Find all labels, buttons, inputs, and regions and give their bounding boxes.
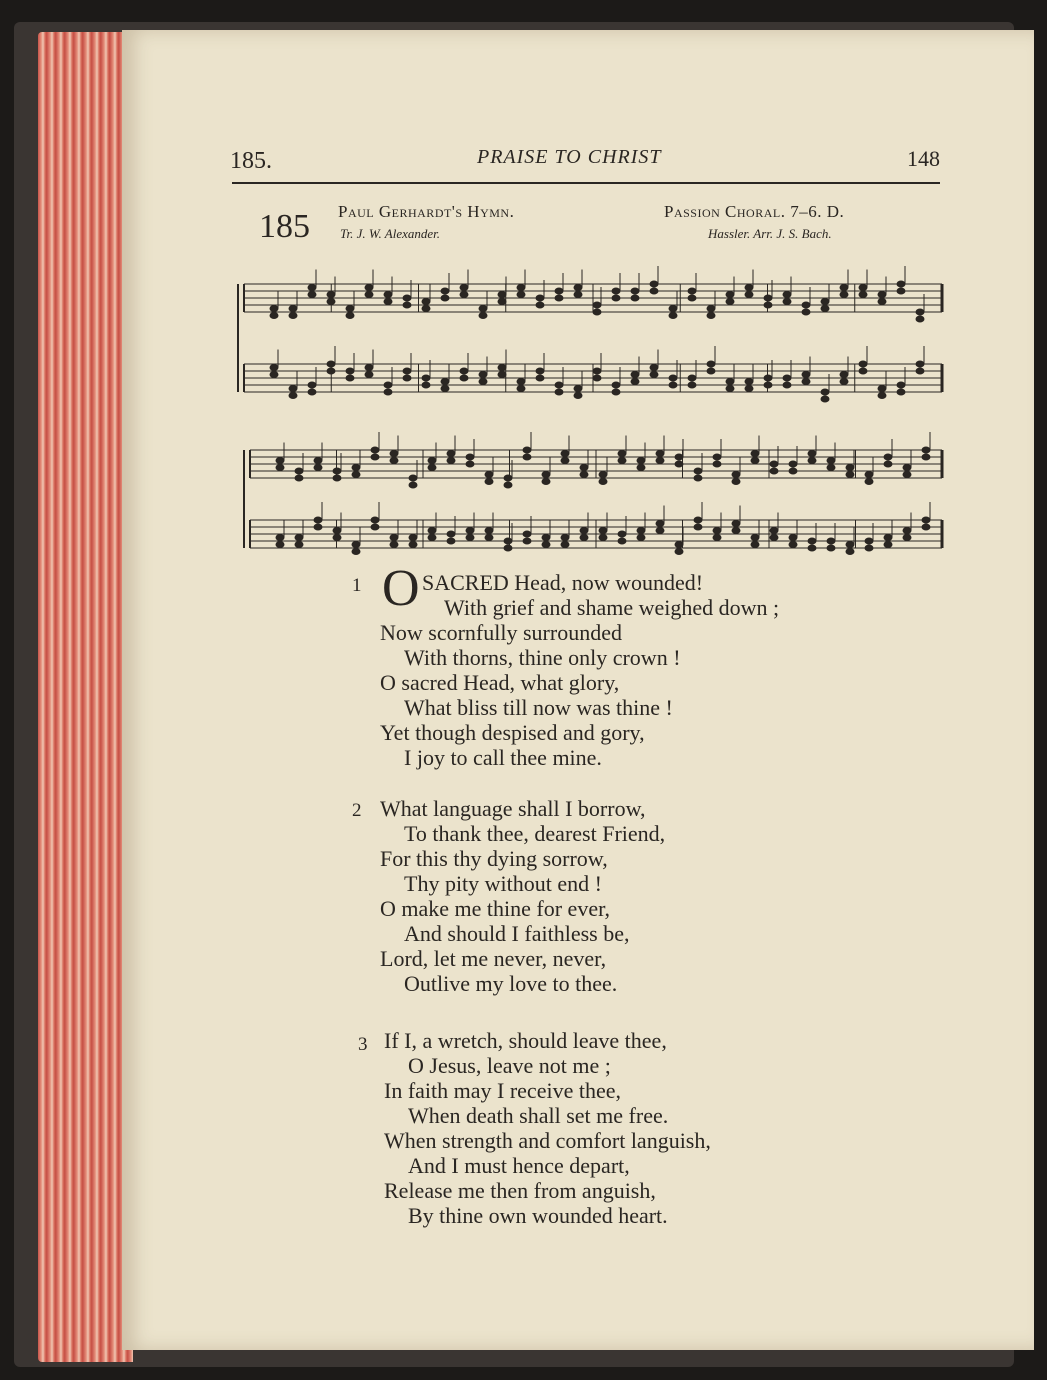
verse-line: When strength and comfort languish, xyxy=(384,1128,711,1153)
composer-credit: Hassler. Arr. J. S. Bach. xyxy=(708,226,832,241)
verse-line: O Jesus, leave not me ; xyxy=(408,1053,611,1078)
verse-line: SACRED Head, now wounded! xyxy=(422,570,704,595)
verse-line: What language shall I borrow, xyxy=(380,796,646,821)
section-number: 185. xyxy=(230,148,272,174)
verse-line: Yet though despised and gory, xyxy=(380,720,645,745)
verse-line: What bliss till now was thine ! xyxy=(404,695,673,720)
verse-line: Now scornfully surrounded xyxy=(380,620,622,645)
book-page xyxy=(122,30,1034,1350)
verse-line: Release me then from anguish, xyxy=(384,1178,656,1203)
hymn-name: Paul Gerhardt's Hymn. xyxy=(338,202,515,221)
verse-line: Lord, let me never, never, xyxy=(380,946,607,971)
verse-line: Outlive my love to thee. xyxy=(404,971,618,996)
verse-line: I joy to call thee mine. xyxy=(404,745,602,770)
verse-line: If I, a wretch, should leave thee, xyxy=(384,1028,667,1053)
verse-line: O make me thine for ever, xyxy=(380,896,611,921)
verse-number: 1 xyxy=(352,575,362,596)
hymn-number: 185 xyxy=(259,208,310,245)
verse-line: To thank thee, dearest Friend, xyxy=(404,821,666,846)
verse-line: And I must hence depart, xyxy=(408,1153,630,1178)
verse-line: And should I faithless be, xyxy=(404,921,630,946)
verse-line: By thine own wounded heart. xyxy=(408,1203,668,1228)
verse-line: In faith may I receive thee, xyxy=(384,1078,621,1103)
header-rule xyxy=(232,182,940,184)
verse-line: With thorns, thine only crown ! xyxy=(404,645,681,670)
verse-number: 2 xyxy=(352,800,362,821)
verse-line: With grief and shame weighed down ; xyxy=(444,595,780,620)
verse-line: For this thy dying sorrow, xyxy=(380,846,608,871)
tune-name: Passion Choral. 7–6. D. xyxy=(664,202,845,221)
drop-cap: O xyxy=(382,560,420,617)
translator-credit: Tr. J. W. Alexander. xyxy=(340,226,441,241)
verse-line: When death shall set me free. xyxy=(408,1103,669,1128)
verse-line: Thy pity without end ! xyxy=(404,871,602,896)
verse-number: 3 xyxy=(358,1034,368,1055)
verse-line: O sacred Head, what glory, xyxy=(380,670,620,695)
running-title: PRAISE TO CHRIST xyxy=(477,146,662,168)
page-number: 148 xyxy=(907,146,940,171)
music-score xyxy=(230,242,950,572)
page-edges xyxy=(38,32,133,1362)
